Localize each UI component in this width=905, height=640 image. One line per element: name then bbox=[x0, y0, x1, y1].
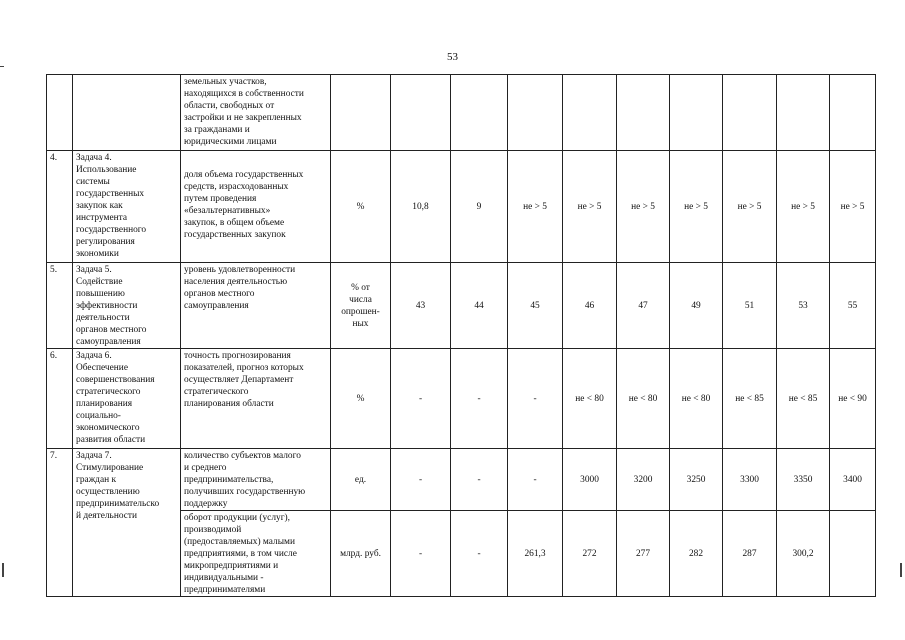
value-cell bbox=[617, 75, 670, 151]
value-cell: 53 bbox=[777, 263, 830, 349]
value-cell: - bbox=[508, 449, 563, 511]
value-cell: - bbox=[391, 349, 451, 449]
value-cell: не > 5 bbox=[830, 151, 876, 263]
row-number-cell: 6. bbox=[47, 349, 73, 449]
row-number-cell: 4. bbox=[47, 151, 73, 263]
row-number-cell: 5. bbox=[47, 263, 73, 349]
value-cell bbox=[508, 75, 563, 151]
table-row bbox=[47, 263, 876, 349]
right-edge-mark bbox=[900, 563, 902, 577]
value-cell: не > 5 bbox=[563, 151, 617, 263]
value-cell: 46 bbox=[563, 263, 617, 349]
table-row bbox=[47, 449, 876, 511]
value-cell bbox=[777, 75, 830, 151]
value-cell: 3400 bbox=[830, 449, 876, 511]
value-cell: 300,2 bbox=[777, 511, 830, 597]
value-cell: не < 85 bbox=[777, 349, 830, 449]
value-cell: 3350 bbox=[777, 449, 830, 511]
value-cell: не > 5 bbox=[617, 151, 670, 263]
indicator-cell: земельных участков, находящихся в собственности области, свободных от застройки и не закрепленных за гражданами и юридическими лицами bbox=[181, 75, 331, 151]
value-cell: 3200 bbox=[617, 449, 670, 511]
value-cell: 277 bbox=[617, 511, 670, 597]
unit-cell: млрд. руб. bbox=[331, 511, 391, 597]
table-row bbox=[47, 349, 876, 449]
value-cell: не < 90 bbox=[830, 349, 876, 449]
value-cell: не < 85 bbox=[723, 349, 777, 449]
indicator-cell: оборот продукции (услуг), производимой (предоставляемых) малыми предприятиями, в том числе микропредприятиями и индивидуальными - предпринимателями bbox=[181, 511, 331, 597]
indicator-cell: точность прогнозирования показателей, прогноз которых осуществляет Департамент стратегического планирования области bbox=[181, 349, 331, 449]
value-cell: 3250 bbox=[670, 449, 723, 511]
table-row bbox=[47, 75, 876, 151]
value-cell: 287 bbox=[723, 511, 777, 597]
indicators-table bbox=[46, 74, 876, 597]
value-cell: 49 bbox=[670, 263, 723, 349]
value-cell: не > 5 bbox=[508, 151, 563, 263]
value-cell: не > 5 bbox=[777, 151, 830, 263]
task-cell: Задача 4. Использование системы государственных закупок как инструмента государственного регулирования экономики bbox=[73, 151, 181, 263]
value-cell: 55 bbox=[830, 263, 876, 349]
value-cell: не < 80 bbox=[670, 349, 723, 449]
unit-cell: % bbox=[331, 349, 391, 449]
value-cell: - bbox=[451, 349, 508, 449]
value-cell bbox=[830, 511, 876, 597]
row-number-cell bbox=[47, 75, 73, 151]
indicator-cell: доля объема государственных средств, израсходованных путем проведения «безальтернативных» закупок, в общем объеме государственных закупок bbox=[181, 151, 331, 263]
unit-cell: ед. bbox=[331, 449, 391, 511]
indicator-cell: количество субъектов малого и среднего предпринимательства, получивших государственную поддержку bbox=[181, 449, 331, 511]
value-cell: 43 bbox=[391, 263, 451, 349]
value-cell: не > 5 bbox=[723, 151, 777, 263]
value-cell: 282 bbox=[670, 511, 723, 597]
value-cell: - bbox=[391, 511, 451, 597]
table-row bbox=[47, 151, 876, 263]
value-cell: 44 bbox=[451, 263, 508, 349]
value-cell: 3300 bbox=[723, 449, 777, 511]
value-cell: не < 80 bbox=[617, 349, 670, 449]
value-cell bbox=[670, 75, 723, 151]
value-cell: не > 5 bbox=[670, 151, 723, 263]
task-cell: Задача 5. Содействие повышению эффективности деятельности органов местного самоуправления bbox=[73, 263, 181, 349]
value-cell: 51 bbox=[723, 263, 777, 349]
value-cell: 3000 bbox=[563, 449, 617, 511]
value-cell: - bbox=[391, 449, 451, 511]
task-cell: Задача 6. Обеспечение совершенствования стратегического планирования социально- экономического развития области bbox=[73, 349, 181, 449]
page-number: 53 bbox=[447, 51, 458, 63]
value-cell: - bbox=[508, 349, 563, 449]
value-cell bbox=[723, 75, 777, 151]
value-cell: 261,3 bbox=[508, 511, 563, 597]
unit-cell bbox=[331, 75, 391, 151]
value-cell: - bbox=[451, 449, 508, 511]
value-cell: 9 bbox=[451, 151, 508, 263]
value-cell bbox=[563, 75, 617, 151]
value-cell bbox=[391, 75, 451, 151]
indicator-cell: уровень удовлетворенности населения деятельностью органов местного самоуправления bbox=[181, 263, 331, 349]
task-cell: Задача 7. Стимулирование граждан к осуществлению предпринимательско й деятельности bbox=[73, 449, 181, 597]
value-cell: - bbox=[451, 511, 508, 597]
value-cell bbox=[451, 75, 508, 151]
value-cell: 45 bbox=[508, 263, 563, 349]
left-top-tick bbox=[0, 66, 4, 67]
task-cell bbox=[73, 75, 181, 151]
value-cell: 272 bbox=[563, 511, 617, 597]
value-cell: 10,8 bbox=[391, 151, 451, 263]
left-edge-mark bbox=[2, 563, 4, 577]
unit-cell: % bbox=[331, 151, 391, 263]
value-cell bbox=[830, 75, 876, 151]
value-cell: не < 80 bbox=[563, 349, 617, 449]
value-cell: 47 bbox=[617, 263, 670, 349]
row-number-cell: 7. bbox=[47, 449, 73, 597]
unit-cell: % от числа опрошен- ных bbox=[331, 263, 391, 349]
